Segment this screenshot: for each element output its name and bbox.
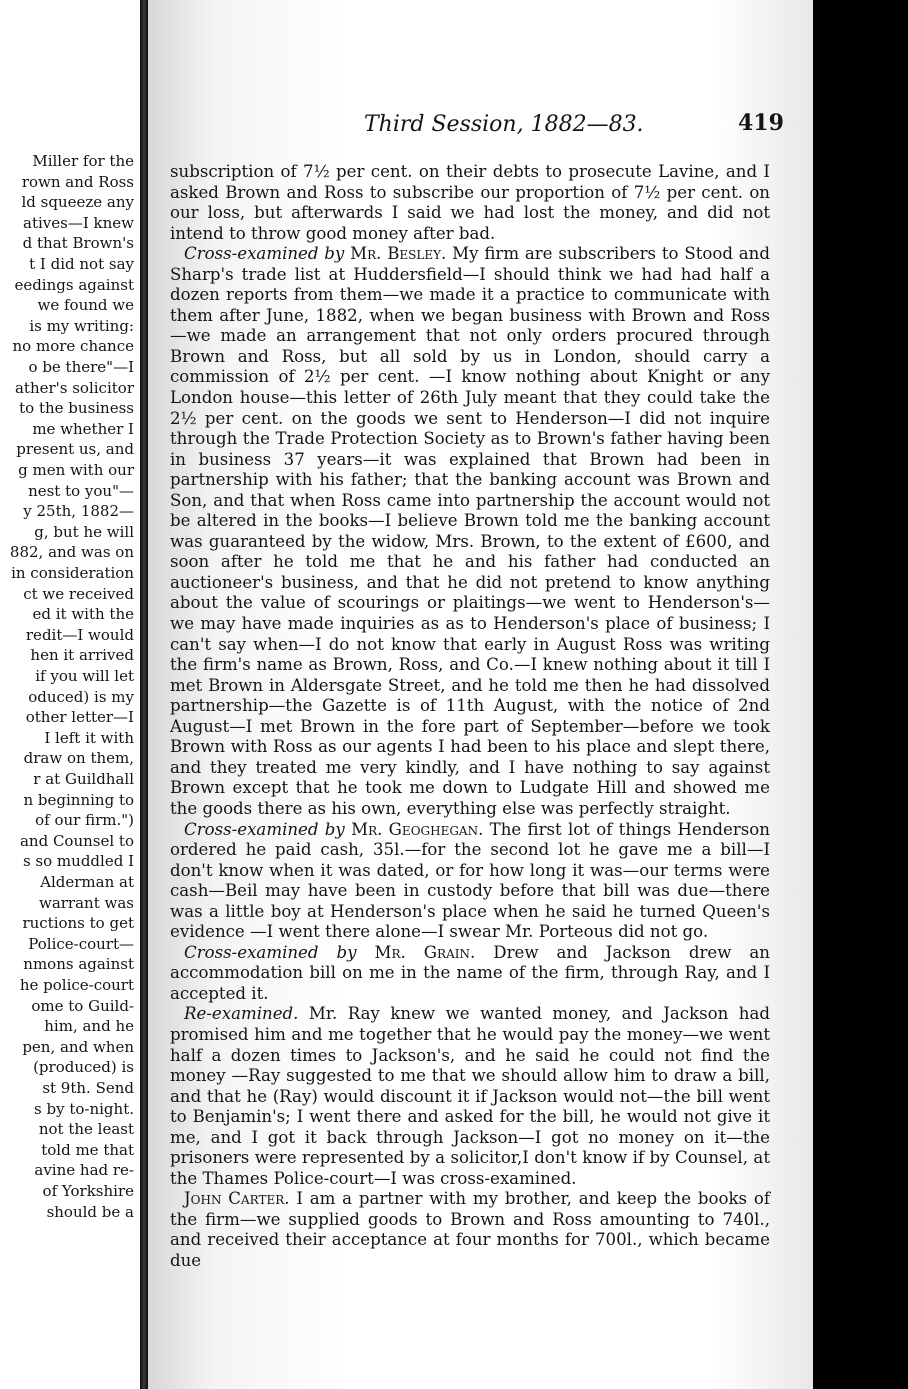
testimony-text: I am a partner with my brother, and keep the books of the firm—we supplied goods to Brown and Ross amounting to 740l., and received their acceptance at four months for 700l., which became due (170, 1189, 770, 1270)
left-column-line: no more chance (12, 337, 134, 356)
examination-label: Cross-examined by (184, 819, 345, 839)
paragraph-1: subscription of 7½ per cent. on their debts to prosecute Lavine, and I asked Brown and Ross to subscribe our proportion of 7½ per cent. on our loss, but afterwards I said we had lost the money, and did not intend to throw good money after bad. (170, 162, 770, 243)
left-column-line: we found we (37, 296, 134, 315)
left-column-line: him, and he (44, 1017, 134, 1036)
left-column-line: of Yorkshire (42, 1182, 134, 1200)
paragraph-3 (170, 820, 770, 943)
left-column-line: o be there"—I (28, 358, 134, 376)
paragraph-4 (170, 943, 770, 1005)
left-column-line: s by to-night. (34, 1099, 134, 1118)
left-column-line: me whether I (32, 419, 134, 438)
left-column-line: ather's solicitor (14, 378, 134, 397)
examination-label: Re-examined. (184, 1004, 299, 1024)
left-column-line: pen, and when (22, 1037, 134, 1056)
left-column-line: ome to Guild- (31, 996, 134, 1015)
left-column-line: I left it with (44, 728, 134, 747)
left-column-line: st 9th. Send (42, 1079, 134, 1097)
left-column-line: Police-court— (28, 934, 134, 953)
left-column-line: he police-court (19, 976, 134, 994)
witness-name: John Carter. (184, 1189, 290, 1209)
examination-label: Cross-examined by (184, 244, 345, 264)
left-column-line: redit—I would (25, 625, 134, 644)
body-text (170, 162, 770, 1272)
left-column-line: 882, and was on (9, 543, 134, 562)
left-column-line: atives—I knew (23, 213, 134, 232)
left-column-line: in consideration (11, 564, 134, 582)
left-column-line: Miller for the (32, 152, 134, 170)
left-column-line: ld squeeze any (21, 193, 134, 212)
left-column-line: g, but he will (34, 522, 134, 541)
examination-label: Cross-examined by (184, 942, 357, 962)
left-column-line: should be a (46, 1202, 134, 1221)
left-column-line: hen it arrived (30, 646, 134, 665)
left-column-line: told me that (41, 1140, 134, 1159)
counsel-name: Mr. Besley. (350, 244, 447, 264)
left-column-line: if you will let (35, 667, 134, 685)
left-page-fragment (0, 0, 140, 1389)
left-column-line: nmons against (23, 955, 134, 974)
left-column-line: n beginning to (23, 790, 134, 809)
counsel-name: Mr. Geoghegan. (351, 819, 484, 839)
testimony-text: The first lot of things Henderson ordered he paid cash, 35l.—for the second lot he gave me a bill—I don't know when it was dated, or for how long it was—our terms were cash—Beil may have been in custody before that bill was due—there was a little boy at Henderson's place when he said he turned Queen's evidence —I went there alone—I swear Mr. Porteous did not go. (170, 819, 770, 942)
left-column-line: to the business (19, 399, 134, 418)
testimony-text: Mr. Ray knew we wanted money, and Jackson had promised him and me together that he would pay the money—we went half a dozen times to Jackson's, and he said he could not find the money —Ray suggested to me that we should allow him to draw a bill, and that he (Ray) would discount it if Jackson would not—the bill went to Benjamin's; I went there and asked for the bill, he would not give it me, and I got it back through Jackson—I got no money on it—the prisoners were represented by a solicitor,I don't know if by Counsel, at the Thames Police-court—I was cross-examined. (170, 1004, 770, 1188)
left-column-line: g men with our (18, 461, 134, 479)
paragraph-5 (170, 1004, 770, 1189)
paragraph-6 (170, 1189, 770, 1271)
left-column-line: (produced) is (33, 1058, 134, 1077)
book-gutter (140, 0, 148, 1389)
background-edge (813, 0, 908, 1389)
left-column-line: ructions to get (22, 914, 134, 933)
left-column-line: not the least (38, 1120, 134, 1139)
left-column-line: eedings against (14, 275, 134, 294)
paragraph-2 (170, 244, 770, 819)
left-column-line: s so muddled I (22, 852, 134, 871)
testimony-text: Drew and Jackson drew an accommodation bill on me in the name of the firm, through Ray, and I accepted it. (170, 942, 770, 1003)
left-column-line: rown and Ross (21, 172, 134, 191)
right-page (148, 0, 813, 1389)
left-column-line: other letter—I (25, 708, 134, 727)
left-column-line: Alderman at (40, 873, 134, 891)
left-column-line: r at Guildhall (33, 770, 134, 788)
left-column-line: d that Brown's (22, 234, 134, 253)
testimony-text: My firm are subscribers to Stood and Sharp's trade list at Huddersfield—I should think we had had half a dozen reports from them—we made it a practice to communicate with them after June, 1882, when we began business with Brown and Ross—we made an arrangement that not only orders procured through Brown and Ross, but all sold by us in London, should carry a commission of 2½ per cent. —I know nothing about Knight or any London house—this letter of 26th July meant that they could take the 2½ per cent. on the goods we sent to Henderson—I did not inquire through the Trade Protection Society as to Brown's father having been in business 37 years—it was explained that Brown had been in partnership with his father; that the banking account was Brown and Son, and that when Ross came into partnership the account would not be altered in the books—I believe Brown told me the banking account was guaranteed by the widow, Mrs. Brown, to the extent of £600, and soon after he told me that he and his father had conducted an auctioneer's business, and that he did not pretend to know anything about the value of scourings or plaitings—we went to Henderson's—we may have made inquiries as as to Henderson's place of business; I can't say when—I do not know that early in August Ross was writing the firm's name as Brown, Ross, and Co.—I knew nothing about it till I met Brown in Aldersgate Street, and he told me then he had dissolved partnership—the Gazette is of 11th August, with the notice of 2nd August—I met Brown in the fore part of September—before we took Brown with Ross as our agents I had been to his place and slept there, and they treated me very kindly, and I have nothing to say against Brown except that he took me down to Ludgate Hill and showed me the goods there as his own, everything else was perfectly straight. (170, 244, 770, 818)
counsel-name: Mr. Grain. (374, 942, 476, 962)
left-column-line: oduced) is my (28, 687, 134, 706)
left-column-line: present us, and (16, 440, 134, 459)
left-column-line: warrant was (38, 893, 134, 912)
left-column-line: nest to you"— (28, 481, 134, 500)
left-column-line: is my writing: (29, 316, 134, 335)
left-column-line: draw on them, (23, 749, 134, 768)
page-number: 419 (738, 110, 784, 136)
left-column-line: and Counsel to (19, 831, 134, 850)
left-column-line: y 25th, 1882— (23, 502, 134, 521)
left-column-line: ct we received (23, 584, 134, 603)
running-head: Third Session, 1882—83. (364, 112, 644, 137)
left-column-line: avine had re- (34, 1161, 134, 1180)
left-column-line: of our firm.") (35, 811, 134, 830)
left-column-line: ed it with the (32, 605, 134, 624)
left-column-line: t I did not say (29, 255, 134, 273)
